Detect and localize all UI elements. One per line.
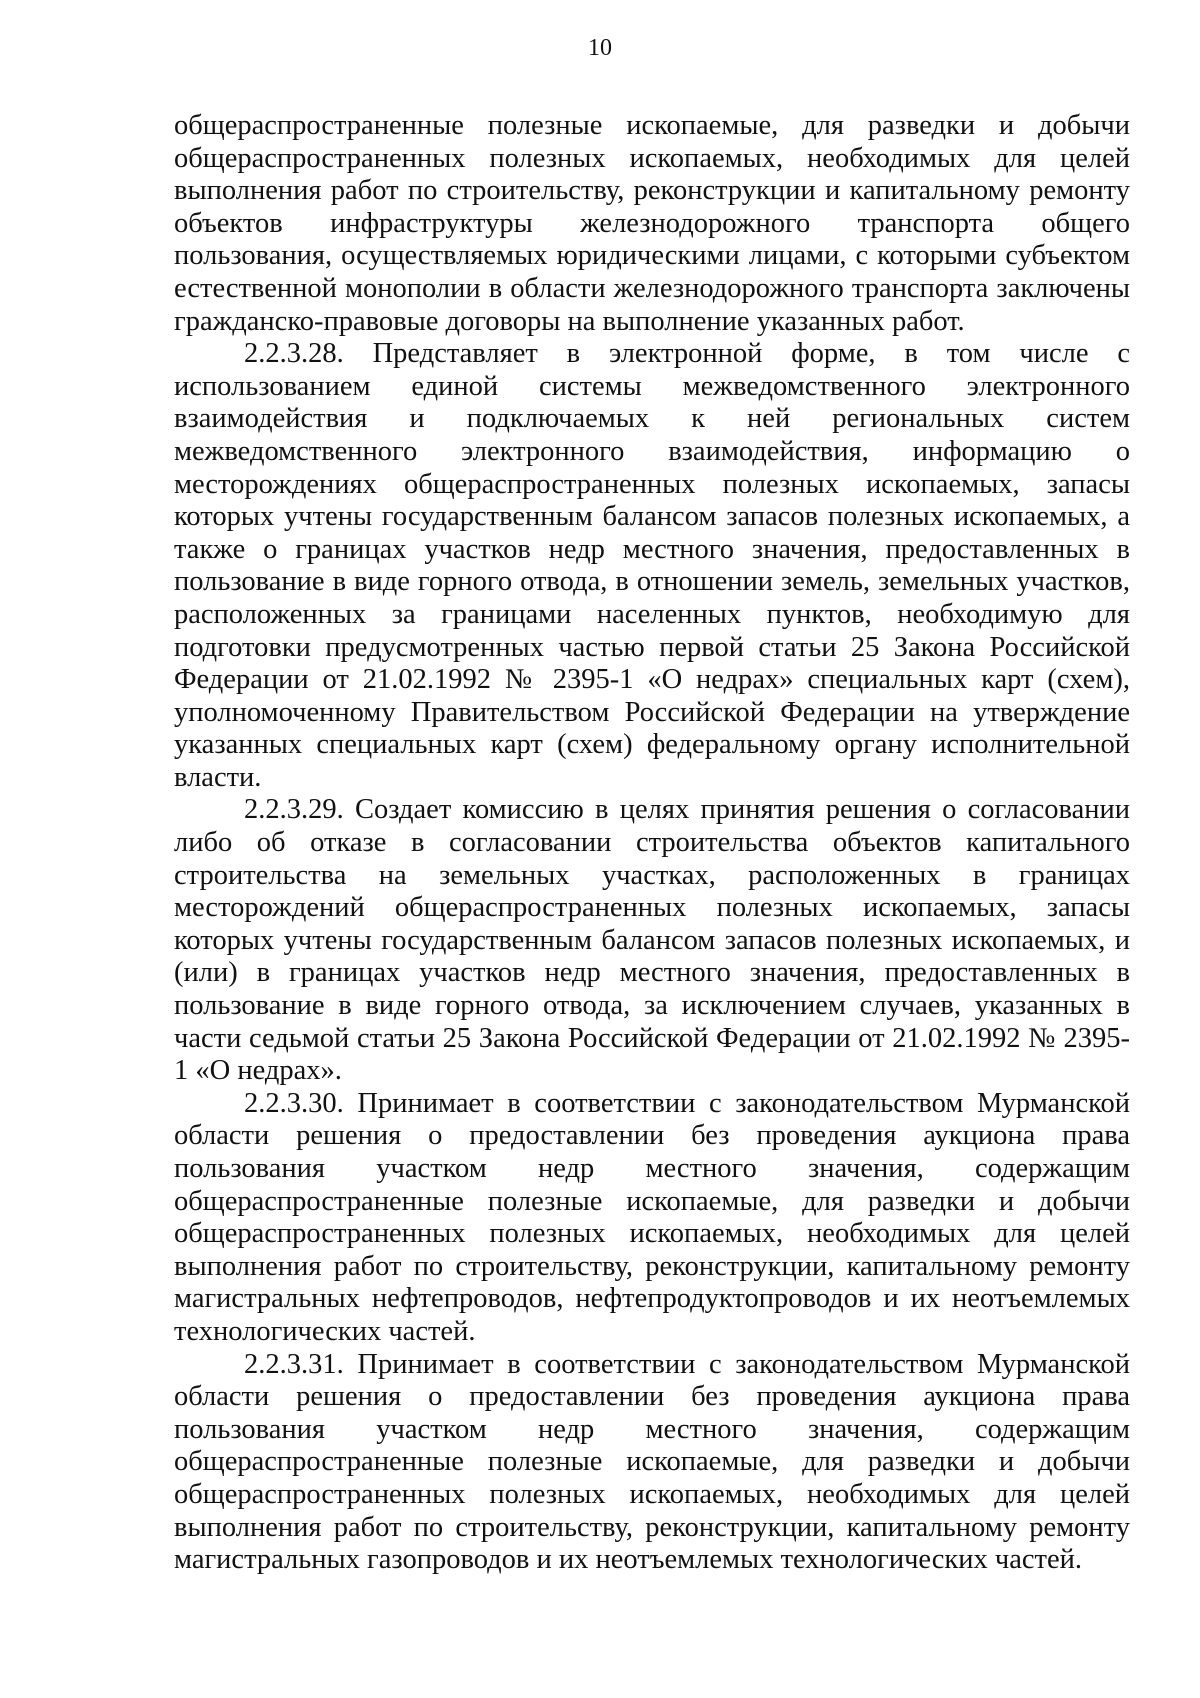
document-body: [174, 110, 1130, 1577]
paragraph-2-2-3-28: 2.2.3.28. Представляет в электронной форме, в том числе с использованием единой системы межведомственного электронного взаимодействия и подключаемых к ней региональных систем межведомственного электронного взаимодействия, информацию о месторождениях общераспространенных полезных ископаемых, запасы которых учтены государственным балансом запасов полезных ископаемых, а также о границах участков недр местного значения, предоставленных в пользование в виде горного отвода, в отношении земель, земельных участков, расположенных за границами населенных пунктов, необходимую для подготовки предусмотренных частью первой статьи 25 Закона Российской Федерации от 21.02.1992 № 2395-1 «О недрах» специальных карт (схем), уполномоченному Правительством Российской Федерации на утверждение указанных специальных карт (схем) федеральному органу исполнительной власти.: [174, 338, 1130, 793]
paragraph-2-2-3-29: 2.2.3.29. Создает комиссию в целях принятия решения о согласовании либо об отказе в согласовании строительства объектов капитального строительства на земельных участках, расположенных в границах месторождений общераспространенных полезных ископаемых, запасы которых учтены государственным балансом запасов полезных ископаемых, и (или) в границах участков недр местного значения, предоставленных в пользование в виде горного отвода, за исключением случаев, указанных в части седьмой статьи 25 Закона Российской Федерации от 21.02.1992 № 2395-1 «О недрах».: [174, 794, 1130, 1087]
paragraph-continuation: общераспространенные полезные ископаемые, для разведки и добычи общераспространенных полезных ископаемых, необходимых для целей выполнения работ по строительству, реконструкции и капитальному ремонту объектов инфраструктуры железнодорожного транспорта общего пользования, осуществляемых юридическими лицами, с которыми субъектом естественной монополии в области железнодорожного транспорта заключены гражданско-правовые договоры на выполнение указанных работ.: [174, 110, 1130, 337]
paragraph-2-2-3-31: 2.2.3.31. Принимает в соответствии с законодательством Мурманской области решения о предоставлении без проведения аукциона права пользования участком недр местного значения, содержащим общераспространенные полезные ископаемые, для разведки и добычи общераспространенных полезных ископаемых, необходимых для целей выполнения работ по строительству, реконструкции, капитальному ремонту магистральных газопроводов и их неотъемлемых технологических частей.: [174, 1348, 1130, 1576]
paragraph-2-2-3-30: 2.2.3.30. Принимает в соответствии с законодательством Мурманской области решения о предоставлении без проведения аукциона права пользования участком недр местного значения, содержащим общераспространенные полезные ископаемые, для разведки и добычи общераспространенных полезных ископаемых, необходимых для целей выполнения работ по строительству, реконструкции, капитальному ремонту магистральных нефтепроводов, нефтепродуктопроводов и их неотъемлемых технологических частей.: [174, 1087, 1130, 1347]
page-number: 10: [588, 35, 612, 61]
